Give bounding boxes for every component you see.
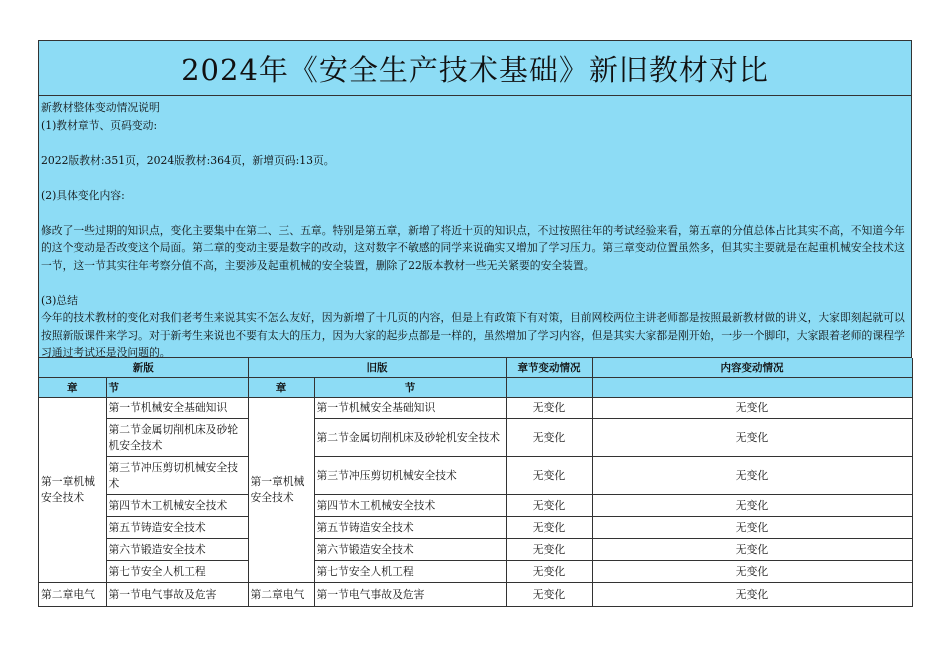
old-section-cell: 第一节电气事故及危害 — [314, 583, 506, 607]
old-section-cell: 第三节冲压剪切机械安全技术 — [314, 457, 506, 495]
header-new-version: 新版 — [39, 358, 248, 378]
notes-item1-heading: (1)教材章节、页码变动: — [41, 118, 158, 132]
header-old-chapter: 章 — [248, 378, 314, 398]
notes-item2-heading: (2)具体变化内容: — [41, 188, 125, 202]
new-chapter-cell: 第二章电气 — [39, 583, 106, 607]
chapter-change-cell: 无变化 — [506, 583, 592, 607]
header-new-section: 节 — [106, 378, 248, 398]
old-section-cell: 第一节机械安全基础知识 — [314, 398, 506, 419]
content-change-cell: 无变化 — [592, 539, 912, 561]
old-section-cell: 第五节铸造安全技术 — [314, 517, 506, 539]
new-section-cell: 第四节木工机械安全技术 — [106, 495, 248, 517]
header-old-section: 节 — [314, 378, 506, 398]
new-chapter-cell: 第一章机械安全技术 — [39, 398, 106, 583]
notes-item1-text: 2022版教材:351页，2024版教材:364页，新增页码:13页。 — [41, 153, 335, 167]
content-change-cell: 无变化 — [592, 398, 912, 419]
new-section-cell: 第一节机械安全基础知识 — [106, 398, 248, 419]
header-content-change: 内容变动情况 — [592, 358, 912, 378]
change-notes — [39, 96, 912, 358]
content-change-cell: 无变化 — [592, 517, 912, 539]
old-section-cell: 第七节安全人机工程 — [314, 561, 506, 583]
chapter-change-cell: 无变化 — [506, 517, 592, 539]
comparison-sheet — [38, 40, 912, 607]
content-change-cell: 无变化 — [592, 457, 912, 495]
new-section-cell: 第三节冲压剪切机械安全技术 — [106, 457, 248, 495]
old-chapter-cell: 第一章机械安全技术 — [248, 398, 314, 583]
header-blank-content-change — [592, 378, 912, 398]
chapter-change-cell: 无变化 — [506, 398, 592, 419]
table-row — [39, 561, 912, 583]
old-section-cell: 第六节锻造安全技术 — [314, 539, 506, 561]
notes-item3-heading: (3)总结 — [41, 293, 78, 307]
table-row — [39, 539, 912, 561]
table-row — [39, 419, 912, 457]
header-new-chapter: 章 — [39, 378, 106, 398]
new-section-cell: 第六节锻造安全技术 — [106, 539, 248, 561]
header-blank-chapter-change — [506, 378, 592, 398]
chapter-change-cell: 无变化 — [506, 457, 592, 495]
content-change-cell: 无变化 — [592, 561, 912, 583]
chapter-change-cell: 无变化 — [506, 419, 592, 457]
chapter-change-cell: 无变化 — [506, 561, 592, 583]
old-section-cell: 第四节木工机械安全技术 — [314, 495, 506, 517]
notes-heading: 新教材整体变动情况说明 — [41, 101, 160, 114]
header-old-version: 旧版 — [248, 358, 506, 378]
comparison-table — [39, 358, 913, 607]
old-chapter-cell: 第二章电气 — [248, 583, 314, 607]
content-change-cell: 无变化 — [592, 419, 912, 457]
new-section-cell: 第五节铸造安全技术 — [106, 517, 248, 539]
new-section-cell: 第一节电气事故及危害 — [106, 583, 248, 607]
content-change-cell: 无变化 — [592, 495, 912, 517]
table-row — [39, 398, 912, 419]
table-row — [39, 457, 912, 495]
content-change-cell: 无变化 — [592, 583, 912, 607]
notes-item3-text: 今年的技术教材的变化对我们老考生来说其实不怎么友好，因为新增了十几页的内容，但是上有政策下有对策，目前网校两位主讲老师都是按照最新教材做的讲义，大家即刻起就可以按照新版课件来学习。对于新考生来说也不要有太大的压力，因为大家的起步点都是一样的，虽然增加了学习内容，但是其实大家都是刚开始，一步一个脚印，大家跟着老师的课程学习通过考试还是没问题的。 — [41, 311, 905, 359]
table-row — [39, 495, 912, 517]
new-section-cell: 第七节安全人机工程 — [106, 561, 248, 583]
old-section-cell: 第二节金属切削机床及砂轮机安全技术 — [314, 419, 506, 457]
new-section-cell: 第二节金属切削机床及砂轮机安全技术 — [106, 419, 248, 457]
chapter-change-cell: 无变化 — [506, 495, 592, 517]
notes-item2-text: 修改了一些过期的知识点，变化主要集中在第二、三、五章。特别是第五章，新增了将近十页的知识点，不过按照往年的考试经验来看，第五章的分值总体占比其实不高，不知道今年的这个变动是否改变这个局面。第二章的变动主要是数字的改动，这对数字不敏感的同学来说确实又增加了学习压力。第三章变动位置虽然多，但其实主要就是在起重机械安全技术这一节，这一节其实往年考察分值不高，主要涉及起重机械的安全装置，删除了22版本教材一些无关紧要的安全装置。 — [41, 223, 905, 272]
page-title: 2024年《安全生产技术基础》新旧教材对比 — [39, 41, 912, 96]
table-row — [39, 517, 912, 539]
table-row — [39, 583, 912, 607]
header-chapter-change: 章节变动情况 — [506, 358, 592, 378]
chapter-change-cell: 无变化 — [506, 539, 592, 561]
